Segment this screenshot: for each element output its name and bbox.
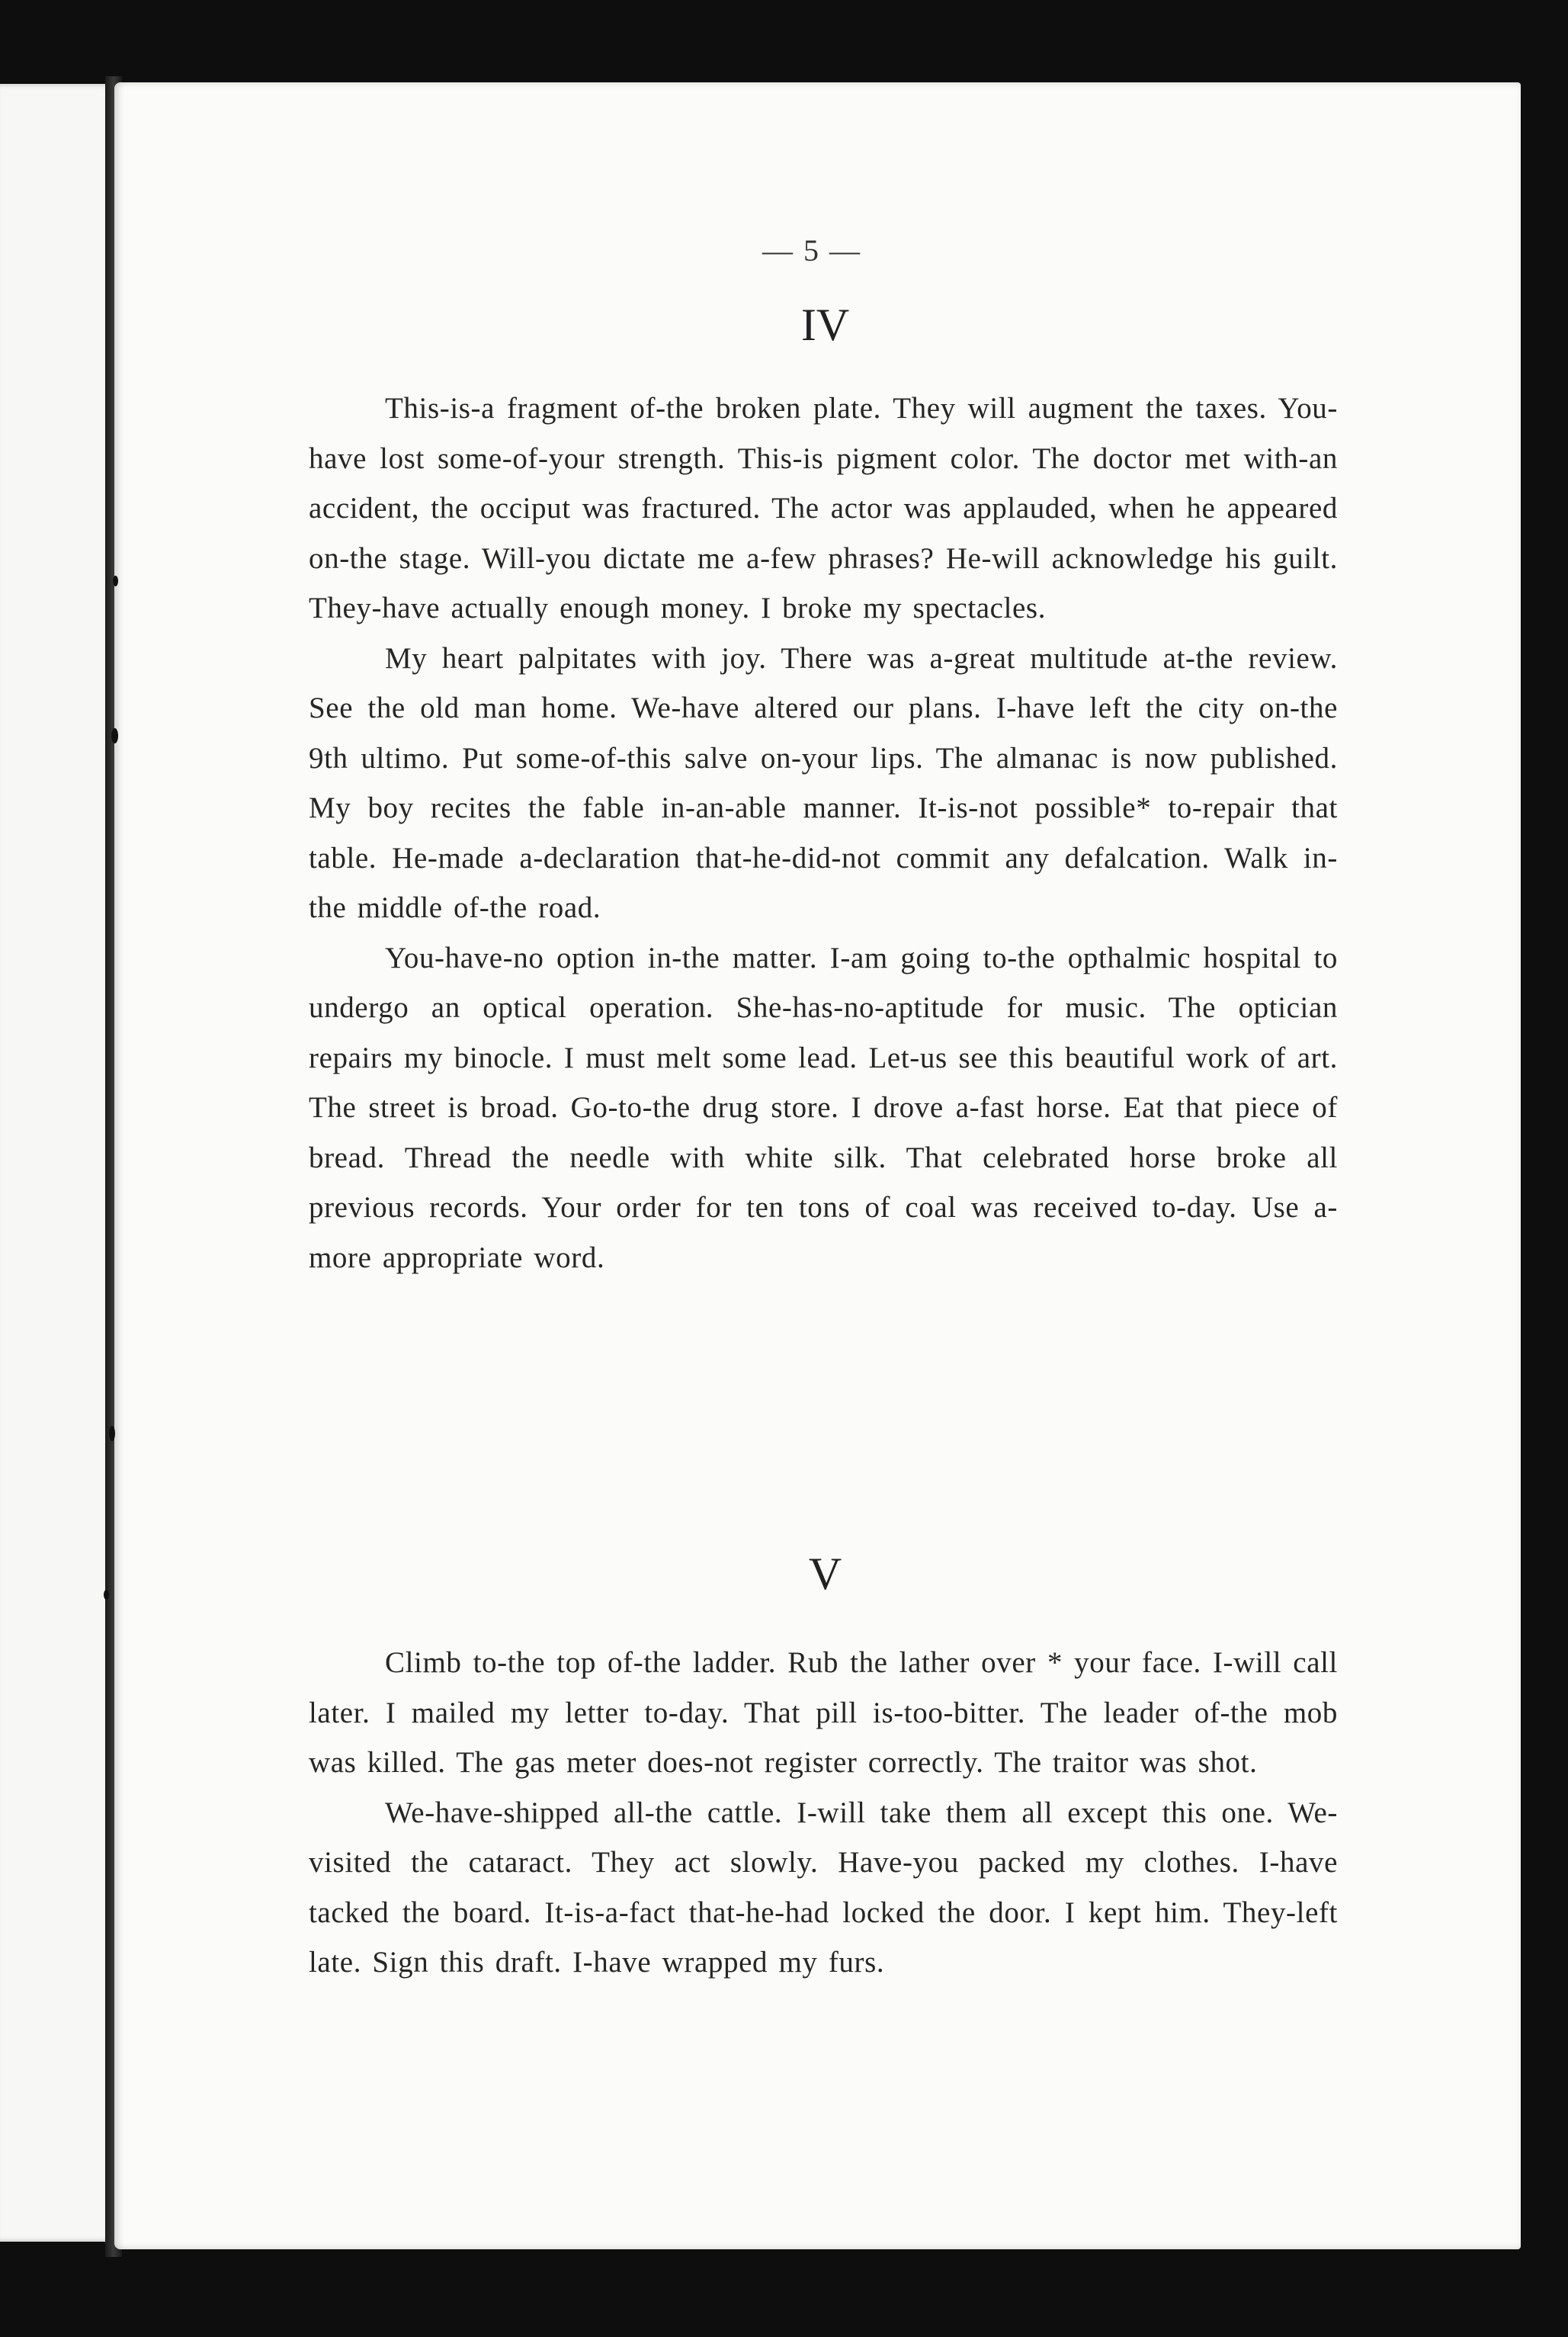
paragraph: This-is-a fragment of-the broken plate. They will augment the taxes. You-have lost some-of-your strength. This-is pigment color. The doctor met with-an accident, the occiput was fractured. The actor was applauded, when he appeared on-the stage. Will-you dictate me a-few phrases? He-will acknowledge his guilt. They-have actually enough money. I broke my spectacles. xyxy=(309,392,1338,624)
paragraph: We-have-shipped all-the cattle. I-will take them all except this one. We-visited the cataract. They act slowly. Have-you packed my clothes. I-have tacked the board. It-is-a-fact that-he-had locked the door. I kept him. They-left late. Sign this draft. I-have wrapped my furs. xyxy=(309,1796,1338,1979)
margin-mark xyxy=(109,1426,115,1441)
paragraph: Climb to-the top of-the ladder. Rub the lather over * your face. I-will call later. I mailed my letter to-day. That pill is-too-bitter. The leader of-the mob was killed. The gas meter does-not register correctly. The traitor was shot. xyxy=(309,1646,1338,1779)
section-v-body xyxy=(309,1638,1338,1988)
paragraph: My heart palpitates with joy. There was a-great multitude at-the review. See the old man home. We-have altered our plans. I-have left the city on-the 9th ultimo. Put some-of-this salve on-your lips. The almanac is now published. My boy recites the fable in-an-able manner. It-is-not possible* to-repair that table. He-made a-declaration that-he-did-not commit any defalcation. Walk in-the middle of-the road. xyxy=(309,641,1338,924)
margin-mark xyxy=(113,576,118,586)
section-iv-body xyxy=(309,384,1338,1282)
paragraph: You-have-no option in-the matter. I-am going to-the opthalmic hospital to undergo an optical operation. She-has-no-aptitude for music. The optician repairs my binocle. I must melt some lead. Let-us see this beautiful work of art. The street is broad. Go-to-the drug store. I drove a-fast horse. Eat that piece of bread. Thread the needle with white silk. That celebrated horse broke all previous records. Your order for ten tons of coal was received to-day. Use a-more appropriate word. xyxy=(309,941,1338,1274)
page-number: — 5 — xyxy=(762,233,861,268)
facing-page-edge xyxy=(0,84,114,2242)
margin-mark xyxy=(111,728,118,743)
section-heading-iv: IV xyxy=(800,300,850,350)
section-heading-v: V xyxy=(808,1549,842,1599)
